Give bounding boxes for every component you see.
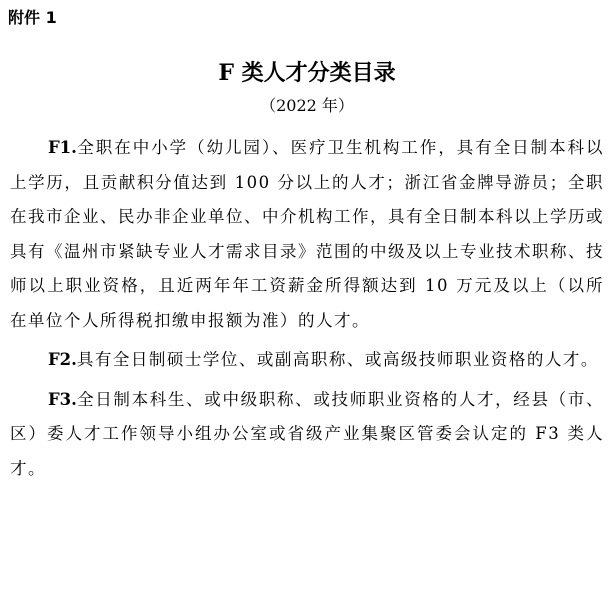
paragraph-label-f2: F2. xyxy=(47,350,77,369)
paragraph-label-f3: F3. xyxy=(47,389,77,409)
paragraph-text-f2: 具有全日制硕士学位、或副高职称、或高级技师职业资格的人才。 xyxy=(76,350,599,369)
paragraph-f1 xyxy=(10,131,604,338)
paragraph-text-f3: 全日制本科生、或中级职称、或技师职业资格的人才，经县（市、区）委人才工作领导小组办公室或省级产业集聚区管委会认定的 F3 类人才。 xyxy=(10,389,604,478)
paragraph-f2 xyxy=(10,343,604,378)
paragraph-f3 xyxy=(10,383,604,487)
document-subtitle: （2022 年） xyxy=(260,96,354,115)
attachment-label: 附件 1 xyxy=(8,8,57,27)
paragraph-label-f1: F1. xyxy=(47,138,77,157)
paragraph-text-f1: 全职在中小学（幼儿园）、医疗卫生机构工作，具有全日制本科以上学历，且贡献积分值达到 100 分以上的人才；浙江省金牌导游员；全职在我市企业、民办非企业单位、中介机构工作，具有全日制本科以上学历或具有《温州市紧缺专业人才需求目录》范围的中级及以上专业技术职称、技师以上职业资格，且近两年年工资薪金所得额达到 10 万元及以上（以所在单位个人所得税扣缴申报额为准）的人才。 xyxy=(10,138,604,330)
document-title: F 类人才分类目录 xyxy=(218,60,396,86)
document-body xyxy=(10,131,604,486)
